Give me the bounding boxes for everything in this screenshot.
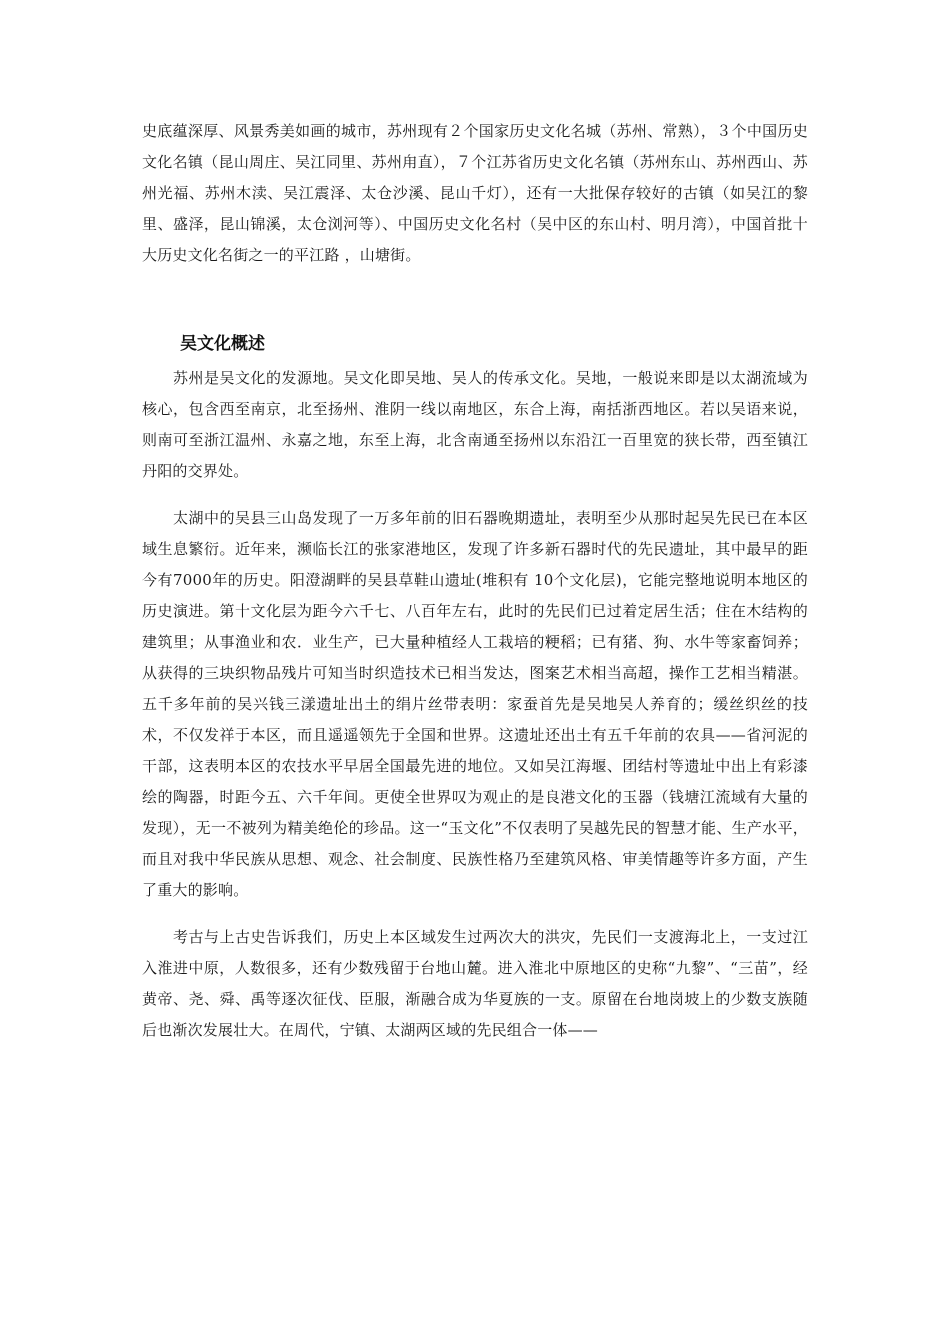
section-spacer bbox=[142, 271, 808, 329]
intro-paragraph: 史底蕴深厚、风景秀美如画的城市，苏州现有２个国家历史文化名城（苏州、常熟），３个中国历史文化名镇（昆山周庄、吴江同里、苏州甪直），７个江苏省历史文化名镇（苏州东山、苏州西山、苏州光福、苏州木渎、吴江震泽、太仓沙溪、昆山千灯），还有一大批保存较好的古镇（如吴江的黎里、盛泽，昆山锦溪，太仓浏河等）、中国历史文化名村（吴中区的东山村、明月湾），中国首批十大历史文化名街之一的平江路 ，山塘街。 bbox=[142, 122, 808, 264]
document-body bbox=[142, 116, 808, 1046]
section-heading: 吴文化概述 bbox=[180, 334, 265, 354]
paragraph-spacer bbox=[142, 906, 808, 922]
paragraph-spacer bbox=[142, 487, 808, 503]
body-paragraph: 太湖中的吴县三山岛发现了一万多年前的旧石器晚期遗址，表明至少从那时起吴先民已在本区域生息繁衍。近年来，濒临长江的张家港地区，发现了许多新石器时代的先民遗址，其中最早的距今有7000年的历史。阳澄湖畔的吴县草鞋山遗址(堆积有 10个文化层)，它能完整地说明本地区的历史演进。第十文化层为距今六千七、八百年左右，此时的先民们已过着定居生活；住在木结构的建筑里；从事渔业和农．业生产，已大量种植经人工栽培的粳稻；已有猪、狗、水牛等家畜饲养；从获得的三块织物品残片可知当时织造技术已相当发达，图案艺术相当高超，操作工艺相当精湛。五千多年前的吴兴钱三漾遗址出土的绢片丝带表明：家蚕首先是吴地吴人养育的；缓丝织丝的技术，不仅发祥于本区，而且遥遥领先于全国和世界。这遗址还出土有五千年前的农具——省河泥的干部，这表明本区的农技水平早居全国最先进的地位。又如吴江海堰、团结村等遗址中出上有彩漆绘的陶器，时距今五、六千年间。更使全世界叹为观止的是良港文化的玉器（钱塘江流域有大量的发现），无一不被列为精美绝伦的珍品。这一“玉文化”不仅表明了吴越先民的智慧才能、生产水平，而且对我中华民族从思想、观念、社会制度、民族性格乃至建筑风格、审美情趣等许多方面，产生了重大的影响。 bbox=[142, 509, 808, 899]
body-paragraph: 考古与上古史告诉我们，历史上本区域发生过两次大的洪灾，先民们一支渡海北上，一支过江入淮进中原，人数很多，还有少数残留于台地山麓。进入淮北中原地区的史称“九黎”、“三苗”，经黄帝、尧、舜、禹等逐次征伐、臣服，渐融合成为华夏族的一支。原留在台地岗坡上的少数支族随后也渐次发展壮大。在周代，宁镇、太湖两区域的先民组合一体—— bbox=[142, 928, 808, 1039]
body-paragraph: 苏州是吴文化的发源地。吴文化即吴地、吴人的传承文化。吴地，一般说来即是以太湖流域为核心，包含西至南京，北至扬州、淮阴一线以南地区，东合上海，南括浙西地区。若以吴语来说，则南可至浙江温州、永嘉之地，东至上海，北含南通至扬州以东沿江一百里宽的狭长带，西至镇江丹阳的交界处。 bbox=[142, 369, 808, 480]
